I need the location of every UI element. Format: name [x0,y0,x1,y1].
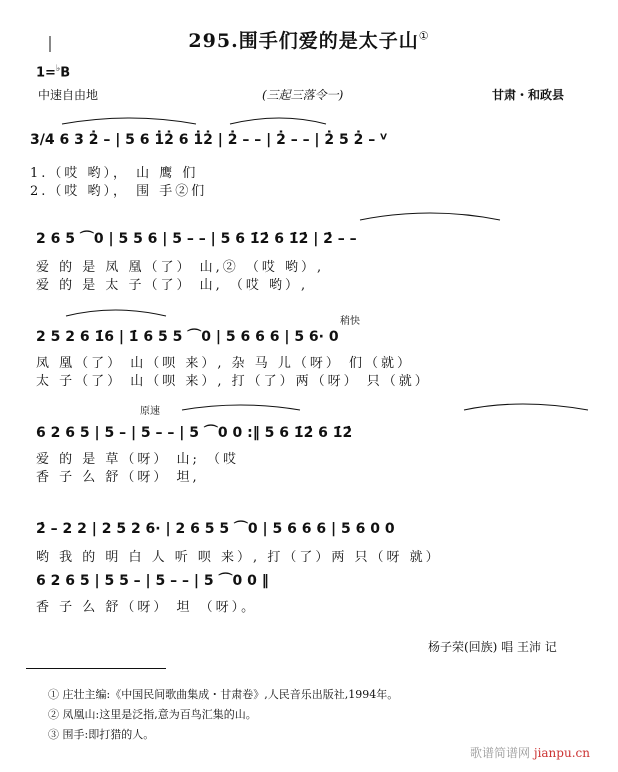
watermark: 歌谱简谱网 jianpu.cn [470,746,590,760]
score-row-6-notes: 6 2 6 5 | 5 5 – | 5 – – | 5 ⌒0 0 ‖ [36,573,269,589]
song-subtitle: (三起三落令一) [262,88,344,102]
song-region: 甘肃・和政县 [492,88,565,102]
song-title: 295.围手们爱的是太子山① [188,29,430,52]
tempo-marking: 中速自由地 [38,88,99,102]
score-row-3-lyrics-1: 凤 凰（了） 山（呗 来）, 杂 马 儿（呀） 们（就） [36,356,414,371]
score-row-6-lyrics-1: 香 子 么 舒（呀） 坦 （呀）。 [36,600,258,615]
score-row-5-notes: 2̇ – 2 2 | 2 5 2 6· | 2 6 5 5 ⌒0 | 5 6 6 6 | 5 6 0 0 [36,521,395,537]
score-row-1-lyrics-1: 1.（哎 哟）， 山 鹰 们 [30,166,199,181]
score-row-2-lyrics-2: 爱 的 是 太 子（了） 山, （哎 哟）, [36,278,309,293]
score-row-4-lyrics-2: 香 子 么 舒（呀） 坦, [36,470,200,485]
score-row-1-notes: 3/4 6 3 2̇ – | 5 6 1̇2̇ 6 1̇2̇ | 2̇ – – | 2̇ – – | 2̇ 5 2̇ – ⱽ [30,132,387,148]
score-row-3-notes: 2 5 2 6 1̇6 | 1̇ 6 5 5 ⌒0 | 5 6 6 6 | 5 6· 0 [36,329,339,345]
score-row-5-lyrics-1: 哟 我 的 明 白 人 听 呗 来）, 打（了）两 只（呀 就） [36,550,442,565]
score-row-1-lyrics-2: 2.（哎 哟）， 围 手②们 [30,184,208,199]
tempo-faster-mark: 稍快 [340,316,360,327]
score-row-4-lyrics-1: 爱 的 是 草（呀） 山; （哎 [36,452,240,467]
tempo-original-mark: 原速 [140,406,160,417]
performer-credit: 杨子荣(回族) 唱 王沛 记 [428,640,557,654]
footnote-2: ② 凤凰山:这里是泛指,意为百鸟汇集的山。 [48,708,257,721]
score-row-2-notes: 2 6 5 ⌒0 | 5 5 6 | 5 – – | 5 6 1̇2̇ 6 1̇2̇ | 2̇ – – [36,231,357,247]
footnote-1: ① 庄壮主编:《中国民间歌曲集成・甘肃卷》,人民音乐出版社,1994年。 [48,688,399,701]
score-row-4-notes: 6 2 6 5 | 5 – | 5 – – | 5 ⌒0 0 :‖ 5 6 1̇2̇ 6 1̇2̇ [36,425,353,441]
score-row-3-lyrics-2: 太 子（了） 山（呗 来）, 打（了）两（呀） 只（就） [36,374,431,389]
footnote-3: ③ 围手:即打猎的人。 [48,728,155,741]
footnote-divider [26,668,166,669]
key-signature: 1=♭B [36,64,71,81]
score-row-2-lyrics-1: 爱 的 是 凤 凰（了） 山,② （哎 哟）, [36,260,325,275]
